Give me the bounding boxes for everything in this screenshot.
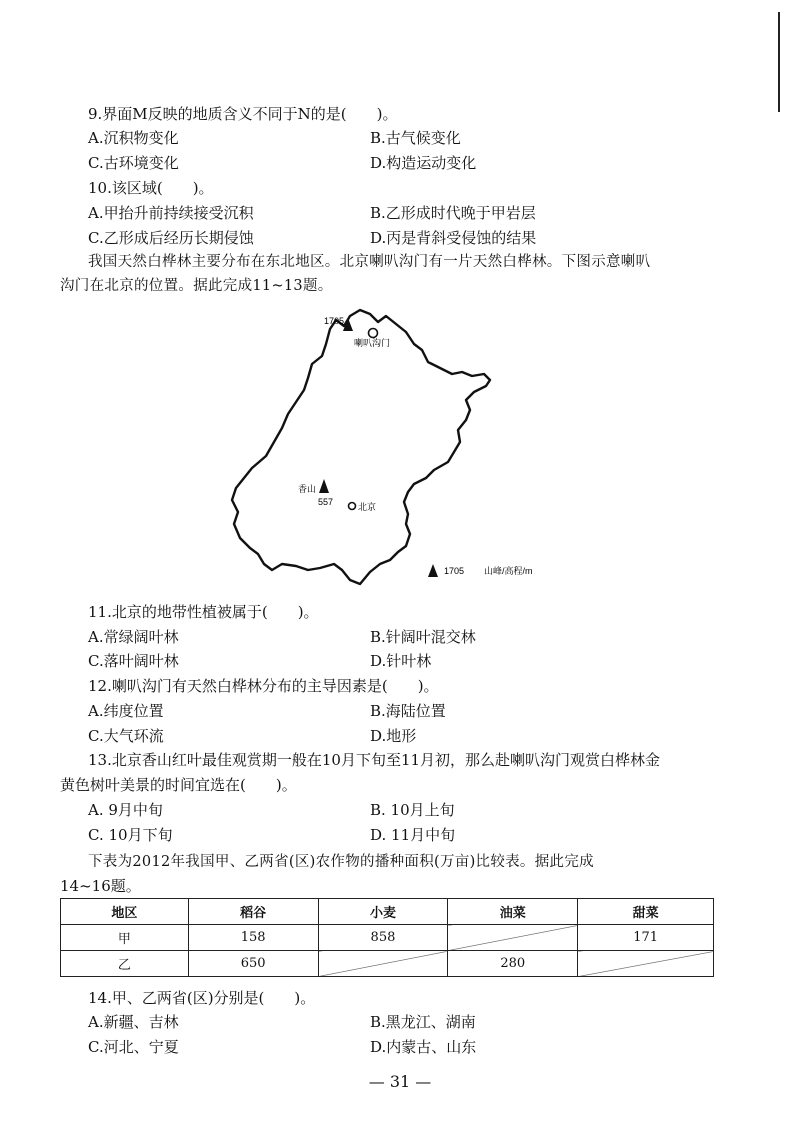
q14-option-a: A.新疆、吉林 (88, 1013, 179, 1031)
q14-option-b: B.黑龙江、湖南 (370, 1013, 476, 1031)
q13-option-b: B. 10月上旬 (370, 801, 455, 819)
page-edge-mark (778, 12, 780, 112)
q13-stem-line1: 13.北京香山红叶最佳观赏期一般在10月下旬至11月初，那么赴喇叭沟门观赏白桦林金 (88, 751, 661, 769)
peak1-elevation: 1705 (324, 316, 345, 326)
q14-option-c: C.河北、宁夏 (88, 1038, 179, 1056)
q13-option-c: C. 10月下旬 (88, 826, 173, 844)
xiangshan-elevation: 557 (318, 497, 334, 507)
xiangshan-label: 香山 (298, 484, 317, 494)
q11-option-c: C.落叶阔叶林 (88, 652, 179, 670)
q10-option-c: C.乙形成后经历长期侵蚀 (88, 229, 254, 247)
q12-option-b: B.海陆位置 (370, 702, 446, 720)
q11-option-d: D.针叶林 (370, 652, 432, 670)
table-header-cell: 地区 (61, 899, 189, 925)
table-cell: 858 (318, 925, 448, 951)
labagoumen-marker (369, 329, 378, 338)
table-cell-region: 乙 (61, 951, 189, 977)
q10-option-b: B.乙形成时代晚于甲岩层 (370, 204, 536, 222)
table-cell-empty-diagonal (578, 951, 714, 977)
table-cell: 280 (448, 951, 578, 977)
q11-option-a: A.常绿阔叶林 (88, 628, 179, 646)
crop-area-table (60, 898, 714, 977)
beijing-city-marker (349, 503, 356, 510)
q11-option-b: B.针阔叶混交林 (370, 628, 476, 646)
q9-stem: 9.界面M反映的地质含义不同于N的是( )。 (88, 105, 398, 123)
beijing-boundary (232, 310, 490, 584)
table-header-cell: 稻谷 (188, 899, 318, 925)
q14-stem: 14.甲、乙两省(区)分别是( )。 (88, 989, 316, 1007)
q9-option-b: B.古气候变化 (370, 129, 461, 147)
table-cell: 171 (578, 925, 714, 951)
table-header-cell: 油菜 (448, 899, 578, 925)
intro-14-16-line2: 14~16题。 (60, 877, 141, 895)
q12-option-a: A.纬度位置 (88, 702, 164, 720)
q10-stem: 10.该区域( )。 (88, 179, 214, 197)
table-row (61, 951, 714, 977)
q10-option-d: D.丙是背斜受侵蚀的结果 (370, 229, 537, 247)
q14-option-d: D.内蒙古、山东 (370, 1038, 477, 1056)
q9-option-a: A.沉积物变化 (88, 129, 179, 147)
table-cell: 158 (188, 925, 318, 951)
table-header-cell: 小麦 (318, 899, 448, 925)
q9-option-c: C.古环境变化 (88, 154, 179, 172)
labagoumen-label: 喇叭沟门 (354, 338, 391, 348)
table-cell: 650 (188, 951, 318, 977)
legend-peak-icon (428, 564, 438, 577)
page-number: — 31 — (368, 1072, 432, 1091)
legend-elevation: 1705 (444, 566, 465, 576)
table-row (61, 925, 714, 951)
legend-label: 山峰/高程/m (484, 566, 533, 576)
q12-option-d: D.地形 (370, 727, 417, 745)
q13-option-d: D. 11月中旬 (370, 826, 456, 844)
table-cell-region: 甲 (61, 925, 189, 951)
table-header-cell: 甜菜 (578, 899, 714, 925)
table-cell-empty-diagonal (318, 951, 448, 977)
beijing-city-label: 北京 (358, 502, 377, 512)
beijing-map (228, 302, 608, 602)
q10-option-a: A.甲抬升前持续接受沉积 (88, 204, 254, 222)
intro-11-13-line1: 我国天然白桦林主要分布在东北地区。北京喇叭沟门有一片天然白桦林。下图示意喇叭 (88, 254, 651, 270)
intro-14-16-line1: 下表为2012年我国甲、乙两省(区)农作物的播种面积(万亩)比较表。据此完成 (88, 854, 594, 870)
q13-stem-line2: 黄色树叶美景的时间宜选在( )。 (60, 776, 297, 794)
q12-stem: 12.喇叭沟门有天然白桦林分布的主导因素是( )。 (88, 677, 439, 695)
q12-option-c: C.大气环流 (88, 727, 164, 745)
intro-11-13-line2: 沟门在北京的位置。据此完成11~13题。 (60, 278, 333, 294)
q11-stem: 11.北京的地带性植被属于( )。 (88, 603, 319, 621)
table-cell-empty-diagonal (448, 925, 578, 951)
q13-option-a: A. 9月中旬 (88, 801, 163, 819)
q9-option-d: D.构造运动变化 (370, 154, 477, 172)
peak-icon (319, 479, 329, 493)
table-header-row (61, 899, 714, 925)
